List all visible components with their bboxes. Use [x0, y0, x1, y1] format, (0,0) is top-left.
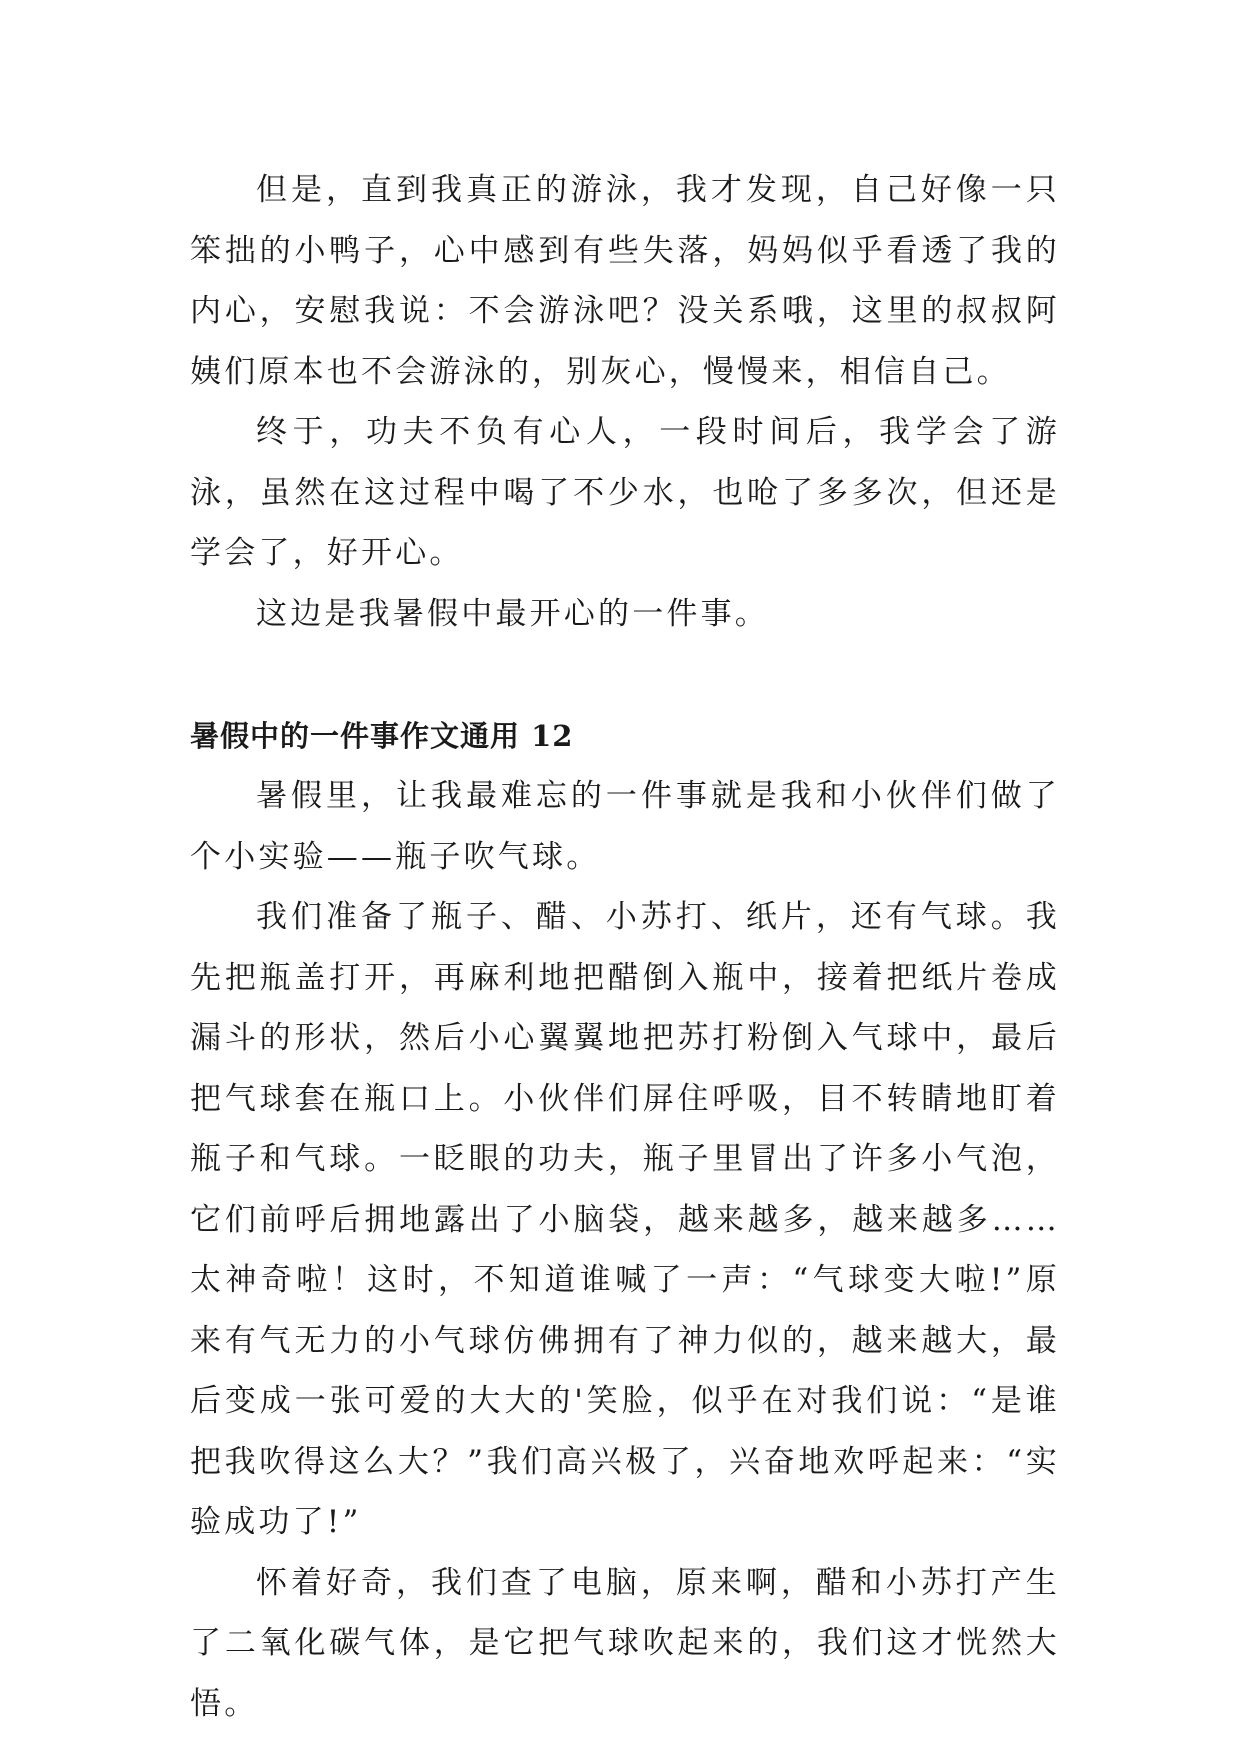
- paragraph-finally-learned: 终于，功夫不负有心人，一段时间后，我学会了游泳，虽然在这过程中喝了不少水，也呛了多多次，但还是学会了，好开心。: [190, 414, 1060, 571]
- paragraph-experiment-explanation: 怀着好奇，我们查了电脑，原来啊，醋和小苏打产生了二氧化碳气体，是它把气球吹起来的，我们这才恍然大悟。: [190, 1564, 1060, 1722]
- paragraph-experiment-intro: 暑假里，让我最难忘的一件事就是我和小伙伴们做了个小实验——瓶子吹气球。: [190, 778, 1060, 875]
- paragraph-experiment-process: 我们准备了瓶子、醋、小苏打、纸片，还有气球。我先把瓶盖打开，再麻利地把醋倒入瓶中，接着把纸片卷成漏斗的形状，然后小心翼翼地把苏打粉倒入气球中，最后把气球套在瓶口上。小伙伴们屏住呼吸，目不转睛地盯着瓶子和气球。一眨眼的功夫，瓶子里冒出了许多小气泡，它们前呼后拥地露出了小脑袋，越来越多，越来越多……太神奇啦！这时，不知道谁喊了一声：“气球变大啦!”原来有气无力的小气球仿佛拥有了神力似的，越来越大，最后变成一张可爱的大大的'笑脸，似乎在对我们说：“是谁把我吹得这么大？”我们高兴极了，兴奋地欢呼起来：“实验成功了!”: [190, 899, 1060, 1540]
- essay-title: 暑假中的一件事作文通用 12: [190, 719, 574, 753]
- paragraph-learning-to-swim: 但是，直到我真正的游泳，我才发现，自己好像一只笨拙的小鸭子，心中感到有些失落，妈妈似乎看透了我的内心，安慰我说：不会游泳吧？没关系哦，这里的叔叔阿姨们原本也不会游泳的，别灰心，慢慢来，相信自己。: [190, 172, 1060, 390]
- paragraph-happiest-thing: 这边是我暑假中最开心的一件事。: [256, 595, 769, 632]
- section-gap: [190, 644, 1060, 706]
- document-page: [190, 160, 1060, 1734]
